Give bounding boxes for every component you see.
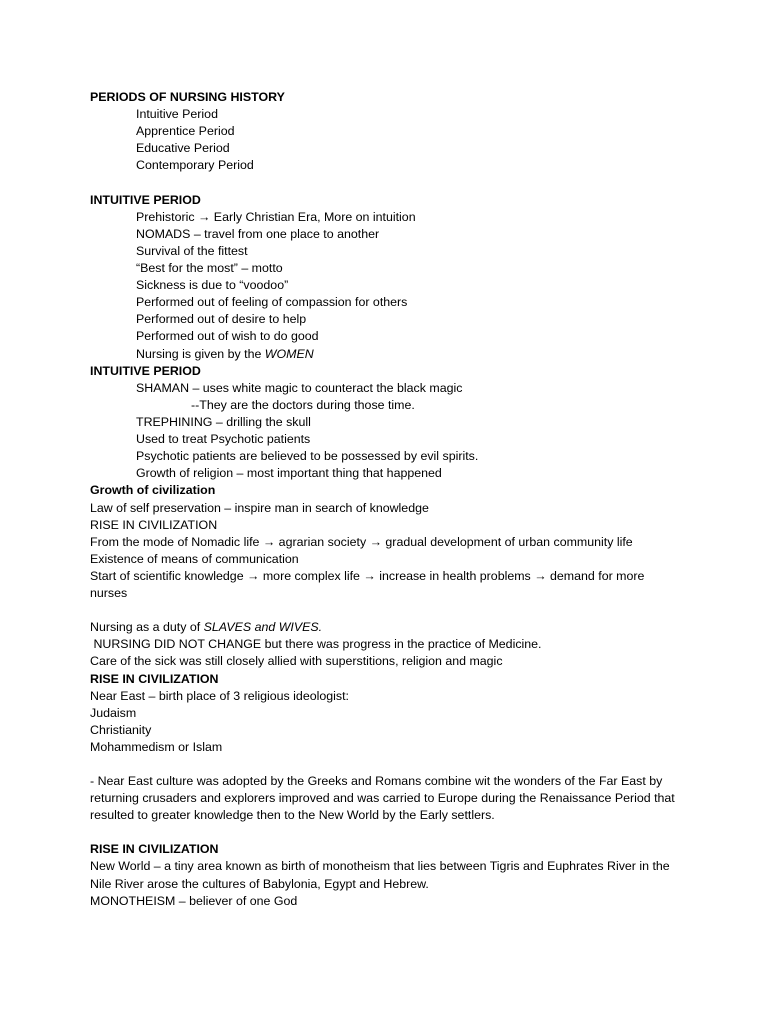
list-item: Survival of the fittest [136, 243, 248, 258]
body-line: Care of the sick was still closely allied with superstitions, religion and magic [90, 654, 503, 669]
list-item: Sickness is due to “voodoo” [136, 278, 289, 293]
text-run: Nursing is given by the [136, 346, 265, 361]
list-item [90, 346, 680, 363]
body-paragraph: - Near East culture was adopted by the Greeks and Romans combine wit the wonders of the Far East by returning crusaders and explorers improved and was carried to Europe during the Renaissance Period that resulted to greater knowledge then to the New World by the Early settlers. [90, 774, 675, 823]
section-heading: INTUITIVE PERIOD [90, 363, 201, 378]
list-item: Performed out of wish to do good [136, 329, 319, 344]
list-item: Apprentice Period [136, 124, 235, 139]
list-item: Educative Period [136, 141, 230, 156]
emphasis-text: SLAVES and WIVES. [203, 620, 323, 635]
body-line: From the mode of Nomadic life → agrarian society → gradual development of urban community life [90, 534, 633, 549]
list-item: Performed out of feeling of compassion for others [136, 295, 408, 310]
section-heading: RISE IN CIVILIZATION [90, 671, 219, 686]
list-item: TREPHINING – drilling the skull [136, 414, 311, 429]
list-item: Contemporary Period [136, 158, 254, 173]
body-paragraph: Start of scientific knowledge → more complex life → increase in health problems → demand for more nurses [90, 568, 645, 601]
body-line: NURSING DID NOT CHANGE but there was progress in the practice of Medicine. [90, 637, 542, 652]
list-item: Intuitive Period [136, 107, 218, 122]
list-item: “Best for the most” – motto [136, 260, 283, 275]
list-item: SHAMAN – uses white magic to counteract the black magic [136, 380, 463, 395]
list-item: Growth of religion – most important thing that happened [136, 466, 442, 481]
body-line: Existence of means of communication [90, 551, 299, 566]
section-heading: PERIODS OF NURSING HISTORY [90, 90, 285, 104]
body-line [90, 619, 680, 636]
document-page [90, 89, 680, 910]
list-item: Mohammedism or Islam [90, 739, 223, 754]
spacer [90, 756, 680, 773]
spacer [90, 175, 680, 192]
text-run: Nursing as a duty of [90, 620, 204, 635]
body-line: Law of self preservation – inspire man in search of knowledge [90, 500, 429, 515]
body-line: Near East – birth place of 3 religious ideologist: [90, 688, 349, 703]
list-item: Christianity [90, 722, 152, 737]
spacer [90, 824, 680, 841]
list-item: Judaism [90, 705, 137, 720]
sub-note: --They are the doctors during those time. [191, 397, 415, 412]
section-heading: Growth of civilization [90, 483, 216, 498]
emphasis-text: WOMEN [264, 346, 314, 361]
list-item: NOMADS – travel from one place to another [136, 226, 380, 241]
section-heading: INTUITIVE PERIOD [90, 192, 201, 207]
list-item: Performed out of desire to help [136, 312, 307, 327]
list-item: Used to treat Psychotic patients [136, 432, 311, 447]
section-heading: RISE IN CIVILIZATION [90, 842, 219, 857]
list-item: Psychotic patients are believed to be possessed by evil spirits. [136, 449, 479, 464]
spacer [90, 602, 680, 619]
list-item: Prehistoric → Early Christian Era, More on intuition [136, 209, 416, 224]
section-heading: RISE IN CIVILIZATION [90, 517, 218, 532]
body-paragraph: New World – a tiny area known as birth of monotheism that lies between Tigris and Euphrates River in the Nile River arose the cultures of Babylonia, Egypt and Hebrew. [90, 859, 670, 891]
body-line: MONOTHEISM – believer of one God [90, 893, 298, 908]
